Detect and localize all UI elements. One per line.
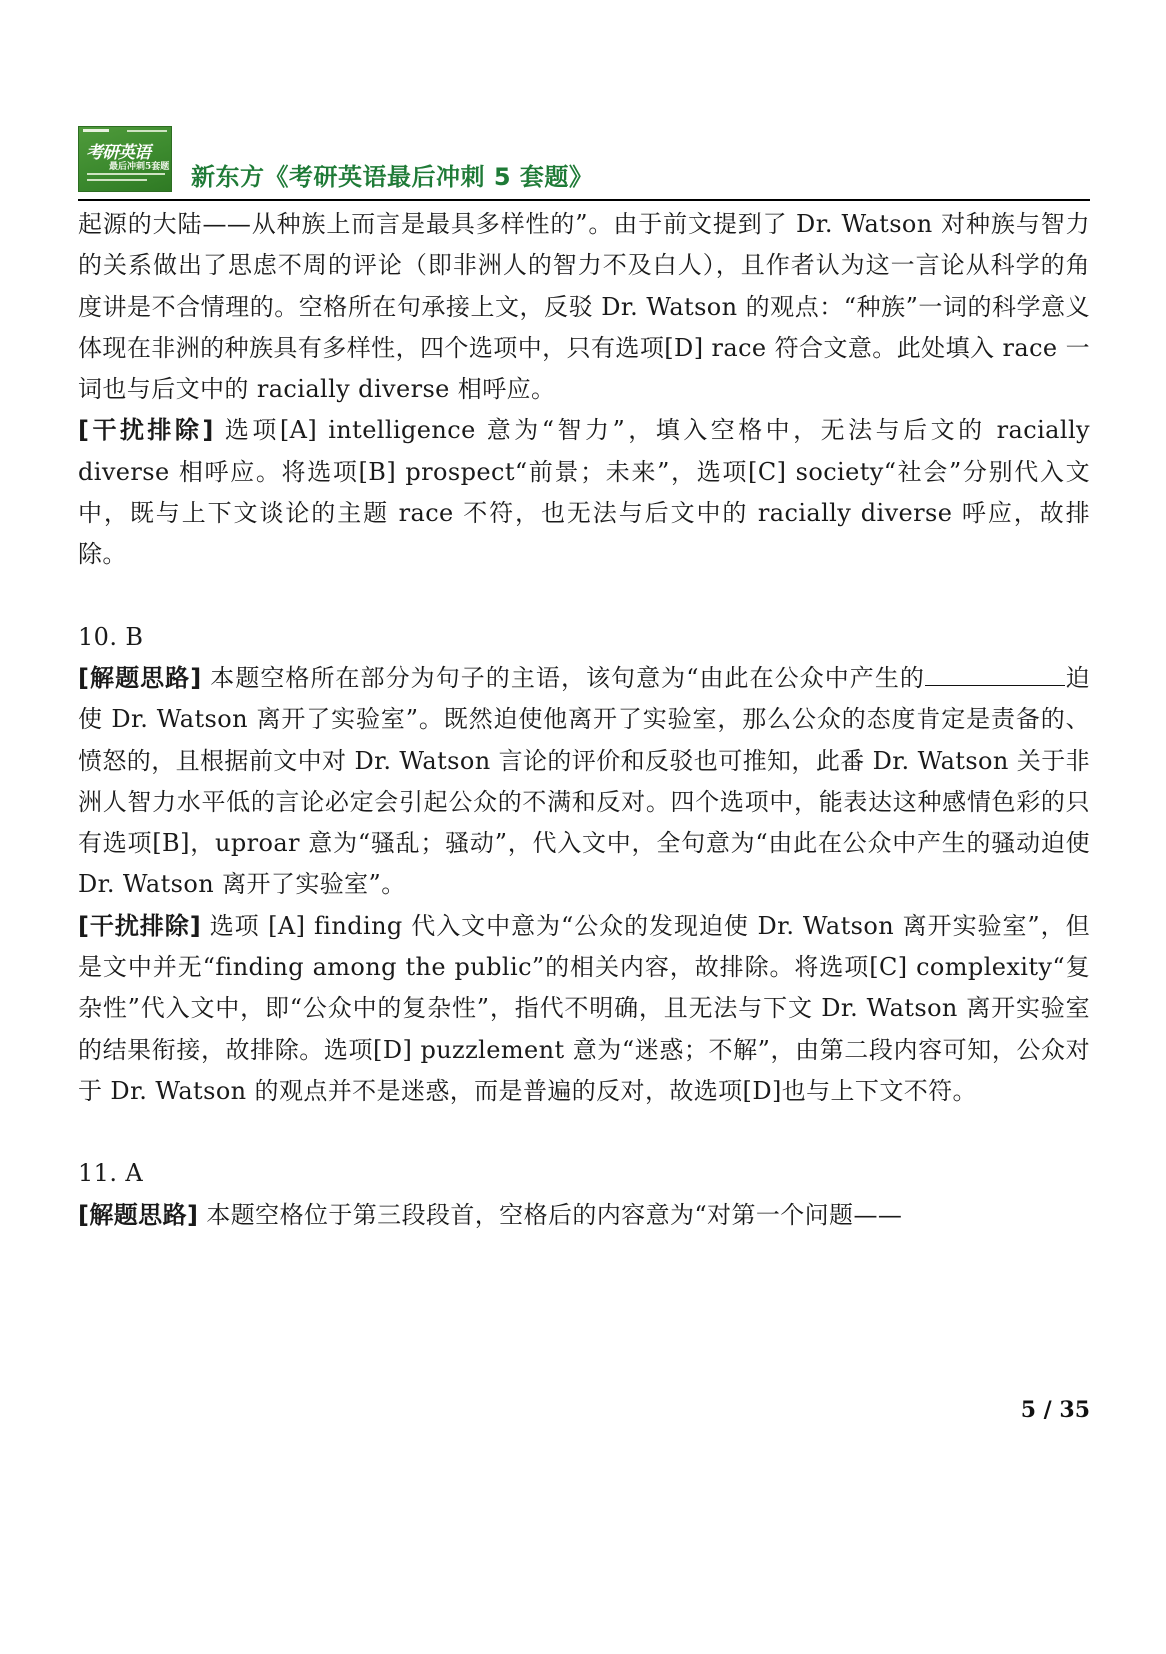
paragraph-q11-solution	[78, 1195, 1090, 1236]
document-header	[78, 124, 1090, 200]
distractor-label: [干扰排除]	[78, 416, 214, 445]
answer-q11: 11. A	[78, 1159, 144, 1188]
page-number: 5 / 35	[1020, 1397, 1090, 1423]
logo-title: 考研英语	[86, 143, 150, 163]
paragraph-q10-distractor	[78, 906, 1090, 1112]
book-cover-logo	[78, 126, 172, 192]
solution-label: [解题思路]	[78, 663, 202, 692]
solution-label: [解题思路]	[78, 1200, 199, 1229]
paragraph-q10-solution	[78, 658, 1090, 906]
solution-text: 本题空格位于第三段段首，空格后的内容意为“对第一个问题——	[198, 1200, 903, 1229]
paragraph-q9-continuation: 起源的大陆——从种族上而言是最具多样性的”。由于前文提到了 Dr. Watson 对种族与智力的关系做出了思虑不周的评论（即非洲人的智力不及白人），且作者认为这一言论从科学的角度讲是不合情理的。空格所在句承接上文，反驳 Dr. Watson 的观点：“种族”一词的科学意义体现在非洲的种族具有多样性，四个选项中，只有选项[D] race 符合文意。此处填入 race 一词也与后文中的 racially diverse 相呼应。	[78, 210, 1090, 404]
paragraph-q9-distractor	[78, 410, 1090, 575]
logo-subtitle: 最后冲刺5套题	[109, 162, 170, 172]
page-title: 新东方《考研英语最后冲刺 5 套题》	[191, 163, 594, 191]
distractor-label: [干扰排除]	[78, 911, 202, 940]
header-divider	[78, 199, 1090, 201]
fill-in-blank	[925, 665, 1065, 686]
answer-q10: 10. B	[78, 622, 144, 651]
distractor-text: 选项[A] intelligence 意为“智力”，填入空格中，无法与后文的 racially diverse 相呼应。将选项[B] prospect“前景；未来”，选项[C] society“社会”分别代入文中，既与上下文谈论的主题 race 不符，也无法与后文中的 racially diverse 呼应，故排除。	[78, 416, 1090, 569]
solution-text-a: 本题空格所在部分为句子的主语，该句意为“由此在公众中产生的	[201, 663, 925, 692]
document-body	[78, 204, 1090, 1236]
distractor-text: 选项 [A] finding 代入文中意为“公众的发现迫使 Dr. Watson 离开实验室”，但是文中并无“finding among the public”的相关内容，故排除。将选项[C] complexity“复杂性”代入文中，即“公众中的复杂性”，指代不明确，且无法与下文 Dr. Watson 离开实验室的结果衔接，故排除。选项[D] puzzlement 意为“迷惑；不解”，由第二段内容可知，公众对于 Dr. Watson 的观点并不是迷惑，而是普遍的反对，故选项[D]也与上下文不符。	[78, 911, 1091, 1105]
solution-text-b: 迫使 Dr. Watson 离开了实验室”。既然迫使他离开了实验室，那么公众的态度肯定是责备的、 愤怒的，且根据前文中对 Dr. Watson 言论的评价和反驳也可推知，此番 Dr. Watson 关于非洲人智力水平低的言论必定会引起公众的不满和反对。四个选项中，能表达这种感情色彩的只有选项[B]，uproar 意为“骚乱；骚动”，代入文中，全句意为“由此在公众中产生的骚动迫使 Dr. Watson 离开了实验室”。	[78, 663, 1091, 899]
